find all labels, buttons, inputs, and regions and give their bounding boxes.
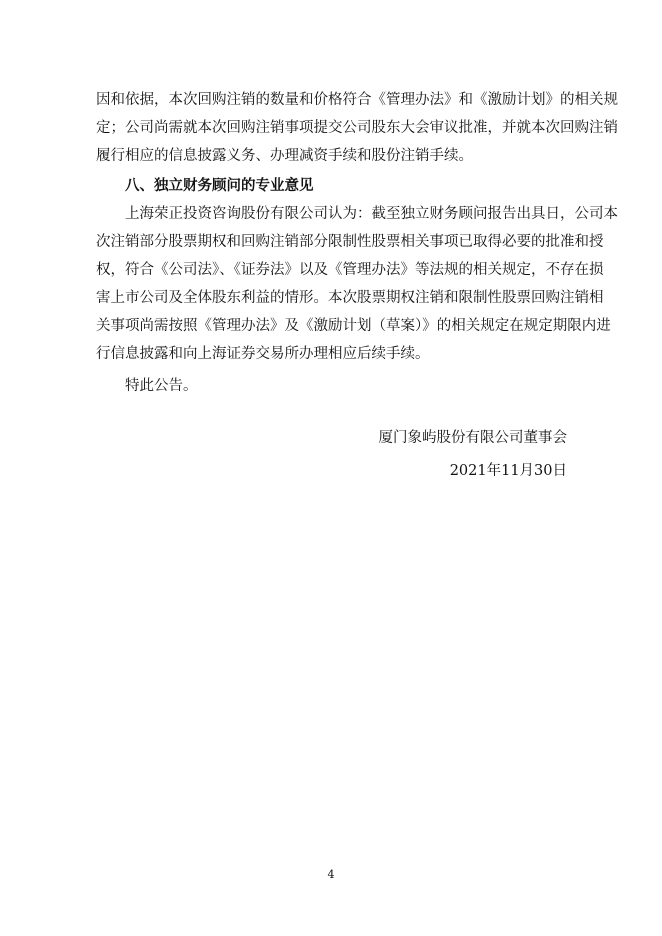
- page-number: 4: [327, 868, 335, 881]
- paragraph-line: 上海荣正投资咨询股份有限公司认为：截至独立财务顾问报告出具日，公司本: [125, 206, 618, 222]
- paragraph-line: 行信息披露和向上海证券交易所办理相应后续手续。: [96, 346, 430, 362]
- paragraph-line: 定；公司尚需就本次回购注销事项提交公司股东大会审议批准，并就本次回购注销: [96, 120, 618, 136]
- paragraph-line: 害上市公司及全体股东利益的情形。本次股票期权注销和限制性股票回购注销相: [96, 290, 604, 306]
- paragraph-line: 因和依据，本次回购注销的数量和价格符合《管理办法》和《激励计划》的相关规: [96, 92, 618, 108]
- paragraph-line: 履行相应的信息披露义务、办理减资手续和股份注销手续。: [96, 148, 473, 164]
- signature: 厦门象屿股份有限公司董事会: [378, 430, 567, 446]
- section-heading: 八、独立财务顾问的专业意见: [125, 178, 314, 194]
- date: 2021年11月30日: [449, 463, 567, 479]
- paragraph-line: 关事项尚需按照《管理办法》及《激励计划（草案）》的相关规定在规定期限内进: [96, 318, 611, 334]
- paragraph-line: 次注销部分股票期权和回购注销部分限制性股票相关事项已取得必要的批准和授: [96, 234, 604, 250]
- paragraph-line: 权，符合《公司法》、《证券法》以及《管理办法》等法规的相关规定，不存在损: [96, 262, 604, 278]
- closing-text: 特此公告。: [125, 378, 198, 394]
